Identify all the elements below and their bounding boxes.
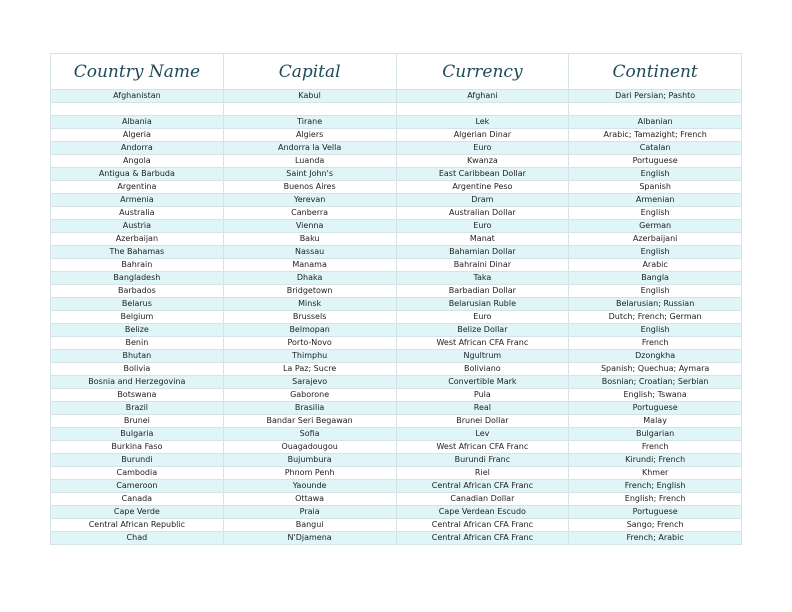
table-row xyxy=(51,402,742,415)
cell-country[interactable]: Azerbaijan xyxy=(51,233,224,246)
table-row xyxy=(51,519,742,532)
cell-capital[interactable]: Nassau xyxy=(223,246,396,259)
cell-capital[interactable]: Gaborone xyxy=(223,389,396,402)
cell-language[interactable]: Dzongkha xyxy=(569,350,742,363)
cell-language[interactable]: Portuguese xyxy=(569,506,742,519)
table-row xyxy=(51,285,742,298)
table-row xyxy=(51,454,742,467)
cell-capital[interactable]: Luanda xyxy=(223,155,396,168)
cell-capital[interactable]: Phnom Penh xyxy=(223,467,396,480)
cell-country[interactable]: Albania xyxy=(51,116,224,129)
cell-currency[interactable]: Cape Verdean Escudo xyxy=(396,506,569,519)
cell-language[interactable]: Arabic; Tamazight; French xyxy=(569,129,742,142)
cell-capital[interactable]: Vienna xyxy=(223,220,396,233)
cell-language[interactable]: Belarusian; Russian xyxy=(569,298,742,311)
cell-currency[interactable]: Taka xyxy=(396,272,569,285)
table-row xyxy=(51,116,742,129)
cell-language[interactable]: English; French xyxy=(569,493,742,506)
cell-language[interactable]: English xyxy=(569,207,742,220)
table-row xyxy=(51,506,742,519)
cell-currency[interactable]: Belarusian Ruble xyxy=(396,298,569,311)
cell-capital[interactable]: Ouagadougou xyxy=(223,441,396,454)
cell-country[interactable]: Burkina Faso xyxy=(51,441,224,454)
table-row xyxy=(51,259,742,272)
table-row xyxy=(51,246,742,259)
cell-country[interactable]: Austria xyxy=(51,220,224,233)
cell-language[interactable]: Catalan xyxy=(569,142,742,155)
countries-table xyxy=(50,53,742,545)
cell-capital[interactable]: Belmopan xyxy=(223,324,396,337)
cell-country[interactable]: The Bahamas xyxy=(51,246,224,259)
table-row xyxy=(51,207,742,220)
empty-cell[interactable] xyxy=(569,103,742,116)
cell-capital[interactable]: Bangui xyxy=(223,519,396,532)
table-row xyxy=(51,376,742,389)
table-row xyxy=(51,350,742,363)
cell-language[interactable]: Spanish xyxy=(569,181,742,194)
cell-country[interactable]: Brunei xyxy=(51,415,224,428)
cell-language[interactable]: English; Tswana xyxy=(569,389,742,402)
cell-country[interactable]: Cape Verde xyxy=(51,506,224,519)
cell-currency[interactable]: Real xyxy=(396,402,569,415)
cell-language[interactable]: Bulgarian xyxy=(569,428,742,441)
cell-capital[interactable]: Buenos Aires xyxy=(223,181,396,194)
cell-country[interactable]: Cambodia xyxy=(51,467,224,480)
cell-capital[interactable]: Dhaka xyxy=(223,272,396,285)
cell-currency[interactable]: Argentine Peso xyxy=(396,181,569,194)
cell-capital[interactable]: Brussels xyxy=(223,311,396,324)
cell-language[interactable]: Azerbaijani xyxy=(569,233,742,246)
cell-language[interactable]: French xyxy=(569,441,742,454)
cell-language[interactable]: Albanian xyxy=(569,116,742,129)
cell-currency[interactable]: West African CFA Franc xyxy=(396,441,569,454)
table-row xyxy=(51,233,742,246)
cell-currency[interactable]: Algerian Dinar xyxy=(396,129,569,142)
cell-currency[interactable]: Canadian Dollar xyxy=(396,493,569,506)
header-country-name[interactable]: Country Name xyxy=(51,54,224,90)
table-row xyxy=(51,467,742,480)
cell-language[interactable]: Dari Persian; Pashto xyxy=(569,90,742,103)
table-row xyxy=(51,324,742,337)
cell-country[interactable]: Bolivia xyxy=(51,363,224,376)
header-row xyxy=(51,54,742,90)
cell-capital[interactable]: Tirane xyxy=(223,116,396,129)
table-row xyxy=(51,220,742,233)
cell-language[interactable]: Malay xyxy=(569,415,742,428)
cell-language[interactable]: Portuguese xyxy=(569,402,742,415)
cell-currency[interactable]: Bahraini Dinar xyxy=(396,259,569,272)
cell-country[interactable]: Bangladesh xyxy=(51,272,224,285)
empty-cell[interactable] xyxy=(51,103,224,116)
cell-capital[interactable]: Praia xyxy=(223,506,396,519)
cell-country[interactable]: Belgium xyxy=(51,311,224,324)
cell-capital[interactable]: Canberra xyxy=(223,207,396,220)
cell-capital[interactable]: Sarajevo xyxy=(223,376,396,389)
cell-capital[interactable]: Yaounde xyxy=(223,480,396,493)
cell-currency[interactable]: Euro xyxy=(396,220,569,233)
cell-capital[interactable]: Minsk xyxy=(223,298,396,311)
cell-capital[interactable]: Bridgetown xyxy=(223,285,396,298)
table-row xyxy=(51,480,742,493)
cell-capital[interactable]: Porto-Novo xyxy=(223,337,396,350)
cell-currency[interactable]: Central African CFA Franc xyxy=(396,532,569,545)
table-row xyxy=(51,428,742,441)
cell-country[interactable]: Australia xyxy=(51,207,224,220)
table-row xyxy=(51,298,742,311)
cell-capital[interactable]: Thimphu xyxy=(223,350,396,363)
cell-country[interactable]: Afghanistan xyxy=(51,90,224,103)
cell-capital[interactable]: Ottawa xyxy=(223,493,396,506)
cell-language[interactable]: Dutch; French; German xyxy=(569,311,742,324)
cell-capital[interactable]: Algiers xyxy=(223,129,396,142)
table-row xyxy=(51,389,742,402)
cell-language[interactable]: Armenian xyxy=(569,194,742,207)
cell-language[interactable]: Sango; French xyxy=(569,519,742,532)
cell-language[interactable]: Khmer xyxy=(569,467,742,480)
empty-row xyxy=(51,103,742,116)
cell-language[interactable]: German xyxy=(569,220,742,233)
cell-country[interactable]: Benin xyxy=(51,337,224,350)
cell-currency[interactable]: Kwanza xyxy=(396,155,569,168)
cell-country[interactable]: Botswana xyxy=(51,389,224,402)
cell-capital[interactable]: Baku xyxy=(223,233,396,246)
cell-capital[interactable]: Andorra la Vella xyxy=(223,142,396,155)
table-row xyxy=(51,337,742,350)
cell-currency[interactable]: Barbadian Dollar xyxy=(396,285,569,298)
cell-currency[interactable]: Ngultrum xyxy=(396,350,569,363)
cell-currency[interactable]: Burundi Franc xyxy=(396,454,569,467)
cell-currency[interactable]: Afghani xyxy=(396,90,569,103)
table-row xyxy=(51,532,742,545)
cell-capital[interactable]: Bujumbura xyxy=(223,454,396,467)
table-row xyxy=(51,181,742,194)
cell-language[interactable]: Arabic xyxy=(569,259,742,272)
cell-currency[interactable]: Australian Dollar xyxy=(396,207,569,220)
cell-language[interactable]: Kirundi; French xyxy=(569,454,742,467)
cell-currency[interactable]: Belize Dollar xyxy=(396,324,569,337)
table-row xyxy=(51,90,742,103)
cell-language[interactable]: Portuguese xyxy=(569,155,742,168)
cell-currency[interactable]: Convertible Mark xyxy=(396,376,569,389)
empty-cell[interactable] xyxy=(396,103,569,116)
cell-capital[interactable]: N'Djamena xyxy=(223,532,396,545)
header-continent[interactable]: Continent xyxy=(569,54,742,90)
header-currency[interactable]: Currency xyxy=(396,54,569,90)
cell-country[interactable]: Cameroon xyxy=(51,480,224,493)
cell-capital[interactable]: Manama xyxy=(223,259,396,272)
cell-capital[interactable]: Brasilia xyxy=(223,402,396,415)
header-capital[interactable]: Capital xyxy=(223,54,396,90)
cell-currency[interactable]: Dram xyxy=(396,194,569,207)
cell-language[interactable]: French; Arabic xyxy=(569,532,742,545)
empty-cell[interactable] xyxy=(223,103,396,116)
cell-currency[interactable]: Bahamian Dollar xyxy=(396,246,569,259)
cell-currency[interactable]: West African CFA Franc xyxy=(396,337,569,350)
cell-country[interactable]: Bhutan xyxy=(51,350,224,363)
cell-currency[interactable]: East Caribbean Dollar xyxy=(396,168,569,181)
cell-currency[interactable]: Euro xyxy=(396,311,569,324)
cell-language[interactable]: English xyxy=(569,285,742,298)
table-row xyxy=(51,142,742,155)
cell-currency[interactable]: Brunei Dollar xyxy=(396,415,569,428)
table-row xyxy=(51,363,742,376)
cell-language[interactable]: English xyxy=(569,246,742,259)
cell-language[interactable]: French; English xyxy=(569,480,742,493)
cell-country[interactable]: Bosnia and Herzegovina xyxy=(51,376,224,389)
table-row xyxy=(51,311,742,324)
cell-country[interactable]: Bulgaria xyxy=(51,428,224,441)
cell-currency[interactable]: Pula xyxy=(396,389,569,402)
cell-currency[interactable]: Boliviano xyxy=(396,363,569,376)
table-row xyxy=(51,155,742,168)
cell-currency[interactable]: Riel xyxy=(396,467,569,480)
cell-capital[interactable]: Sofia xyxy=(223,428,396,441)
cell-country[interactable]: Brazil xyxy=(51,402,224,415)
cell-currency[interactable]: Lek xyxy=(396,116,569,129)
cell-capital[interactable]: Saint John's xyxy=(223,168,396,181)
cell-capital[interactable]: Bandar Seri Begawan xyxy=(223,415,396,428)
table-row xyxy=(51,493,742,506)
cell-language[interactable]: English xyxy=(569,168,742,181)
cell-capital[interactable]: La Paz; Sucre xyxy=(223,363,396,376)
cell-country[interactable]: Burundi xyxy=(51,454,224,467)
table-row xyxy=(51,168,742,181)
cell-currency[interactable]: Manat xyxy=(396,233,569,246)
cell-currency[interactable]: Euro xyxy=(396,142,569,155)
cell-country[interactable]: Barbados xyxy=(51,285,224,298)
cell-country[interactable]: Bahrain xyxy=(51,259,224,272)
cell-language[interactable]: French xyxy=(569,337,742,350)
cell-country[interactable]: Argentina xyxy=(51,181,224,194)
table-row xyxy=(51,272,742,285)
cell-currency[interactable]: Central African CFA Franc xyxy=(396,519,569,532)
cell-currency[interactable]: Lev xyxy=(396,428,569,441)
cell-currency[interactable]: Central African CFA Franc xyxy=(396,480,569,493)
cell-country[interactable]: Canada xyxy=(51,493,224,506)
table-row xyxy=(51,129,742,142)
cell-language[interactable]: English xyxy=(569,324,742,337)
cell-country[interactable]: Chad xyxy=(51,532,224,545)
cell-country[interactable]: Belarus xyxy=(51,298,224,311)
cell-country[interactable]: Angola xyxy=(51,155,224,168)
cell-country[interactable]: Belize xyxy=(51,324,224,337)
table-row xyxy=(51,415,742,428)
cell-language[interactable]: Bangla xyxy=(569,272,742,285)
cell-country[interactable]: Central African Republic xyxy=(51,519,224,532)
table-row xyxy=(51,194,742,207)
cell-language[interactable]: Bosnian; Croatian; Serbian xyxy=(569,376,742,389)
cell-country[interactable]: Algeria xyxy=(51,129,224,142)
cell-capital[interactable]: Kabul xyxy=(223,90,396,103)
cell-country[interactable]: Andorra xyxy=(51,142,224,155)
cell-capital[interactable]: Yerevan xyxy=(223,194,396,207)
cell-country[interactable]: Antigua & Barbuda xyxy=(51,168,224,181)
cell-language[interactable]: Spanish; Quechua; Aymara xyxy=(569,363,742,376)
table-row xyxy=(51,441,742,454)
cell-country[interactable]: Armenia xyxy=(51,194,224,207)
